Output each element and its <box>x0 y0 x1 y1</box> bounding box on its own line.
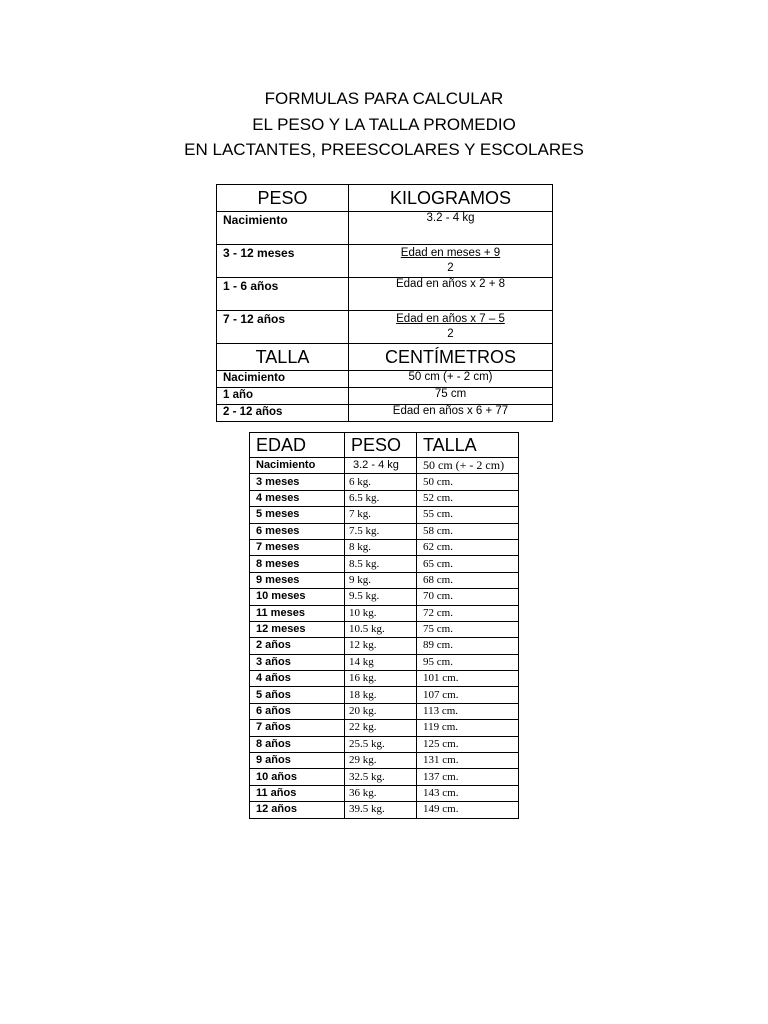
formula-numerator: Edad en años x 7 – 5 <box>396 313 505 325</box>
title-line-2: EL PESO Y LA TALLA PROMEDIO <box>252 114 516 134</box>
talla-cell: 131 cm. <box>417 753 519 769</box>
table-row <box>250 769 519 785</box>
table-row <box>217 388 553 405</box>
edad-cell: 10 años <box>250 769 345 785</box>
talla-header: TALLA <box>417 433 519 458</box>
edad-cell: 11 años <box>250 785 345 801</box>
formula-denominator: 2 <box>447 262 454 274</box>
table-body <box>250 458 519 819</box>
table-row <box>217 278 553 311</box>
edad-cell: 4 meses <box>250 490 345 506</box>
row-formula <box>349 245 553 278</box>
edad-cell: 11 meses <box>250 605 345 621</box>
edad-cell: 6 meses <box>250 523 345 539</box>
edad-cell: 12 años <box>250 802 345 818</box>
talla-cell: 50 cm (+ - 2 cm) <box>417 458 519 474</box>
talla-cell: 72 cm. <box>417 605 519 621</box>
peso-header: PESO <box>217 185 349 212</box>
edad-header: EDAD <box>250 433 345 458</box>
talla-header-row <box>217 344 553 371</box>
peso-cell: 12 kg. <box>345 638 417 654</box>
talla-cell: 95 cm. <box>417 654 519 670</box>
table-row <box>250 703 519 719</box>
table-row <box>250 589 519 605</box>
talla-cell: 119 cm. <box>417 720 519 736</box>
peso-cell: 14 kg <box>345 654 417 670</box>
row-label: Nacimiento <box>217 212 349 245</box>
peso-cell: 20 kg. <box>345 703 417 719</box>
peso-cell: 10.5 kg. <box>345 621 417 637</box>
peso-cell: 16 kg. <box>345 671 417 687</box>
edad-cell: Nacimiento <box>250 458 345 474</box>
edad-cell: 8 años <box>250 736 345 752</box>
row-value: 75 cm <box>349 388 553 405</box>
table-row <box>250 556 519 572</box>
table-row <box>250 753 519 769</box>
table-row <box>250 736 519 752</box>
edad-cell: 2 años <box>250 638 345 654</box>
talla-header: TALLA <box>217 344 349 371</box>
table-row <box>250 720 519 736</box>
talla-cell: 137 cm. <box>417 769 519 785</box>
row-label: 2 - 12 años <box>217 405 349 422</box>
table-row <box>250 605 519 621</box>
peso-cell: 8.5 kg. <box>345 556 417 572</box>
row-value: 3.2 - 4 kg <box>349 212 553 245</box>
edad-cell: 12 meses <box>250 621 345 637</box>
talla-cell: 143 cm. <box>417 785 519 801</box>
table-row <box>250 523 519 539</box>
talla-cell: 62 cm. <box>417 539 519 555</box>
talla-cell: 55 cm. <box>417 507 519 523</box>
row-label: Nacimiento <box>217 371 349 388</box>
peso-cell: 29 kg. <box>345 753 417 769</box>
peso-cell: 9.5 kg. <box>345 589 417 605</box>
talla-cell: 125 cm. <box>417 736 519 752</box>
peso-cell: 39.5 kg. <box>345 802 417 818</box>
table-row <box>250 474 519 490</box>
table-row <box>217 212 553 245</box>
peso-cell: 6.5 kg. <box>345 490 417 506</box>
talla-cell: 75 cm. <box>417 621 519 637</box>
row-label: 3 - 12 meses <box>217 245 349 278</box>
title-line-1: FORMULAS PARA CALCULAR <box>264 89 504 108</box>
table-row <box>217 245 553 278</box>
table-row <box>250 539 519 555</box>
document-title <box>0 86 768 163</box>
table-row <box>250 687 519 703</box>
edad-cell: 7 años <box>250 720 345 736</box>
table-row <box>250 638 519 654</box>
kilogramos-header: KILOGRAMOS <box>349 185 553 212</box>
peso-cell: 9 kg. <box>345 572 417 588</box>
talla-cell: 101 cm. <box>417 671 519 687</box>
table-row <box>250 802 519 818</box>
peso-cell: 18 kg. <box>345 687 417 703</box>
table-row <box>250 785 519 801</box>
row-label: 1 año <box>217 388 349 405</box>
edad-cell: 3 años <box>250 654 345 670</box>
peso-cell: 32.5 kg. <box>345 769 417 785</box>
talla-cell: 149 cm. <box>417 802 519 818</box>
edad-cell: 10 meses <box>250 589 345 605</box>
peso-header-row <box>217 185 553 212</box>
talla-cell: 52 cm. <box>417 490 519 506</box>
talla-cell: 107 cm. <box>417 687 519 703</box>
row-value: Edad en años x 2 + 8 <box>349 278 553 311</box>
table-row <box>217 371 553 388</box>
title-line-3: EN LACTANTES, PREESCOLARES Y ESCOLARES <box>184 140 584 159</box>
peso-cell: 8 kg. <box>345 539 417 555</box>
formula-denominator: 2 <box>447 328 454 340</box>
peso-cell: 6 kg. <box>345 474 417 490</box>
row-label: 1 - 6 años <box>217 278 349 311</box>
table-header-row <box>250 433 519 458</box>
row-formula <box>349 311 553 344</box>
table-row <box>250 507 519 523</box>
talla-cell: 50 cm. <box>417 474 519 490</box>
table-row <box>250 671 519 687</box>
edad-cell: 4 años <box>250 671 345 687</box>
edad-peso-talla-table <box>249 432 519 819</box>
edad-cell: 5 años <box>250 687 345 703</box>
table-row <box>250 490 519 506</box>
peso-cell: 36 kg. <box>345 785 417 801</box>
edad-cell: 5 meses <box>250 507 345 523</box>
talla-cell: 89 cm. <box>417 638 519 654</box>
peso-cell: 22 kg. <box>345 720 417 736</box>
row-label: 7 - 12 años <box>217 311 349 344</box>
table-row <box>250 572 519 588</box>
talla-cell: 58 cm. <box>417 523 519 539</box>
table-row <box>250 458 519 474</box>
edad-cell: 7 meses <box>250 539 345 555</box>
peso-cell: 25.5 kg. <box>345 736 417 752</box>
peso-cell: 7 kg. <box>345 507 417 523</box>
edad-cell: 9 años <box>250 753 345 769</box>
talla-cell: 113 cm. <box>417 703 519 719</box>
talla-cell: 65 cm. <box>417 556 519 572</box>
table-row <box>217 311 553 344</box>
edad-cell: 6 años <box>250 703 345 719</box>
peso-cell: 10 kg. <box>345 605 417 621</box>
edad-cell: 3 meses <box>250 474 345 490</box>
peso-header: PESO <box>345 433 417 458</box>
peso-cell: 3.2 - 4 kg <box>345 458 417 474</box>
table-row <box>217 405 553 422</box>
formulas-table <box>216 184 553 422</box>
formula-numerator: Edad en meses + 9 <box>400 247 501 259</box>
row-value: 50 cm (+ - 2 cm) <box>349 371 553 388</box>
table-row <box>250 654 519 670</box>
edad-cell: 8 meses <box>250 556 345 572</box>
row-value: Edad en años x 6 + 77 <box>349 405 553 422</box>
talla-cell: 68 cm. <box>417 572 519 588</box>
centimetros-header: CENTÍMETROS <box>349 344 553 371</box>
talla-cell: 70 cm. <box>417 589 519 605</box>
table-row <box>250 621 519 637</box>
peso-cell: 7.5 kg. <box>345 523 417 539</box>
edad-cell: 9 meses <box>250 572 345 588</box>
